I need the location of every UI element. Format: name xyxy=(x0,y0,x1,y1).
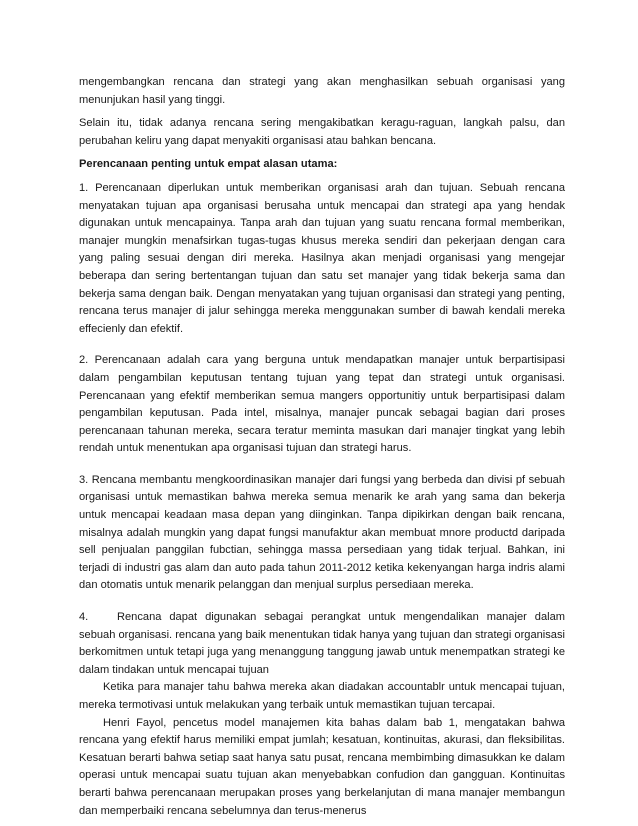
intro-paragraph: mengembangkan rencana dan strategi yang akan menghasilkan sebuah organisasi yang menunjukan hasil yang tinggi. xyxy=(79,76,565,106)
point-2-paragraph: 2. Perencanaan adalah cara yang berguna untuk mendapatkan manajer untuk berpartisipasi dalam pengambilan keputusan tentang tujuan yang tepat dan strategi untuk organisasi. Perencanaan yang efektif memberikan semua mangers opportunitiy untuk berpartisipasi dalam pengambilan keputusan. Pada intel, misalnya, manajer puncak sebagai bagian dari proses perencanaan tahunan mereka, secara teratur meminta masukan dari manajer tingkat yang lebih rendah untuk menentukan apa organisasi tujuan dan strategi harus. xyxy=(79,354,565,455)
point-1-paragraph: 1. Perencanaan diperlukan untuk memberikan organisasi arah dan tujuan. Sebuah rencana menyatakan tujuan apa organisasi berusaha untuk mencapai dan strategi apa yang hendak digunakan untuk mencapainya. Tanpa arah dan tujuan yang suatu rencana formal memberikan, manajer mungkin menafsirkan tugas-tugas khusus mereka sendiri dan pekerjaan dengan cara yang paling sesuai dengan diri mereka. Hasilnya akan menjadi organisasi yang mengejar beberapa dan sering bertentangan tujuan dan satu set manajer yang tidak bekerja sama dan bekerja sama dengan baik. Dengan menyatakan yang tujuan organisasi dan strategi yang penting, rencana terus manajer di jalur sehingga mereka menggunakan sumber di bawah kendali mereka effecienly dan efektif. xyxy=(79,181,565,335)
document-page xyxy=(79,74,565,820)
section-heading: Perencanaan penting untuk empat alasan utama: xyxy=(79,158,338,171)
point-3-paragraph: 3. Rencana membantu mengkoordinasikan manajer dari fungsi yang berbeda dan divisi pf sebuah organisasi untuk memastikan bahwa mereka semua menarik ke arah yang sama dan bekerja untuk mencapai keadaan masa depan yang diinginkan. Tanpa dipikirkan dengan baik rencana, misalnya adalah mungkin yang dapat fungsi manufaktur akan membuat mnore productd daripada sell penjualan panggilan fubctian, sehingga massa persediaan yang tidak terjual. Bahkan, ini terjadi di industri gas alam dan auto pada tahun 2011-2012 ketika kekenyangan harga indris alami dan otomatis untuk menarik pelanggan dan menjual surplus persediaan mereka. xyxy=(79,473,565,592)
intro-paragraph-2: Selain itu, tidak adanya rencana sering mengakibatkan keragu-raguan, langkah palsu, dan perubahan keliru yang dapat menyakiti organisasi atau bahkan bencana. xyxy=(79,117,565,147)
point-4-paragraph xyxy=(79,609,565,679)
point-4-text: Rencana dapat digunakan sebagai perangkat untuk mengendalikan manajer dalam sebuah organisasi. rencana yang baik menentukan tidak hanya yang tujuan dan strategi organisasi berkomitmen untuk tetapi juga yang menanggung tanggung jawab untuk menempatkan strategi ke dalam tindakan untuk mencapai tujuan xyxy=(79,611,565,676)
paragraph-6: Henri Fayol, pencetus model manajemen kita bahas dalam bab 1, mengatakan bahwa rencana yang efektif harus memiliki empat jumlah; kesatuan, kontinuitas, akurasi, dan fleksibilitas. Kesatuan berarti bahwa setiap saat hanya satu pusat, rencana membimbing dimasukkan ke dalam operasi untuk mencapai suatu tujuan akan menyebabkan confudion dan gangguan. Kontinuitas berarti bahwa perencanaan merupakan proses yang berkelanjutan di mana manajer membangun dan memperbaiki rencana sebelumnya dan terus-menerus xyxy=(79,716,565,817)
paragraph-5: Ketika para manajer tahu bahwa mereka akan diadakan accountablr untuk mencapai tujuan, mereka termotivasi untuk melakukan yang terbaik untuk memastikan tujuan tercapai. xyxy=(79,681,565,711)
point-4-number: 4. xyxy=(79,611,89,624)
